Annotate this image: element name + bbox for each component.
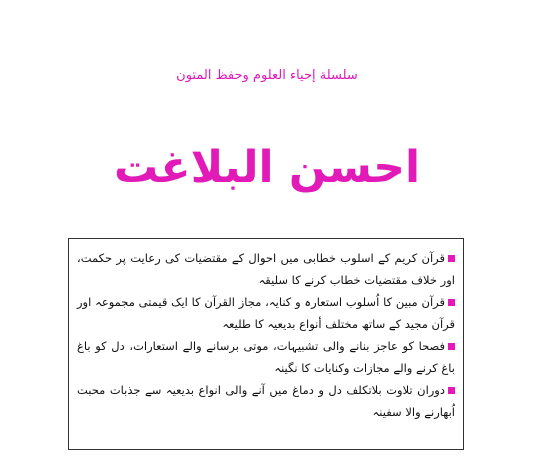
book-title: احسن البلاغت [113,142,421,193]
feature-item [77,379,455,423]
bullet-square-icon [448,387,455,394]
feature-text: فصحا کو عاجز بنانے والی تشبیہات، موتی برسانے والے استعارات، دل کو باغ باغ کرنے والے مجازات وکنایات کا نگینہ [77,339,455,375]
feature-text: دوران تلاوت بلاتکلف دل و دماغ میں آنے والی انواع بدیعیہ سے جذبات محبت اُبھارنے والا سفینہ [77,383,455,419]
feature-item [77,335,455,379]
features-box [68,238,464,450]
feature-item [77,291,455,335]
series-title: سلسلة إحياء العلوم وحفظ المتون [176,68,358,83]
feature-text: قرآن کریم کے اسلوب خطابی میں احوال کے مقتضیات کی رعایت پر حکمت، اور خلاف مقتضیات خطاب کرنے کا سلیقہ [77,251,455,287]
feature-item [77,247,455,291]
bullet-square-icon [448,255,455,262]
bullet-square-icon [448,343,455,350]
bullet-square-icon [448,299,455,306]
feature-text: قرآن مبین کا اُسلوب استعارہ و کنایہ، مجاز القرآن کا ایک قیمتی مجموعہ اور قرآن مجید کے ساتھ مختلف أنواع بدیعیہ کا طلیعہ [77,295,455,331]
